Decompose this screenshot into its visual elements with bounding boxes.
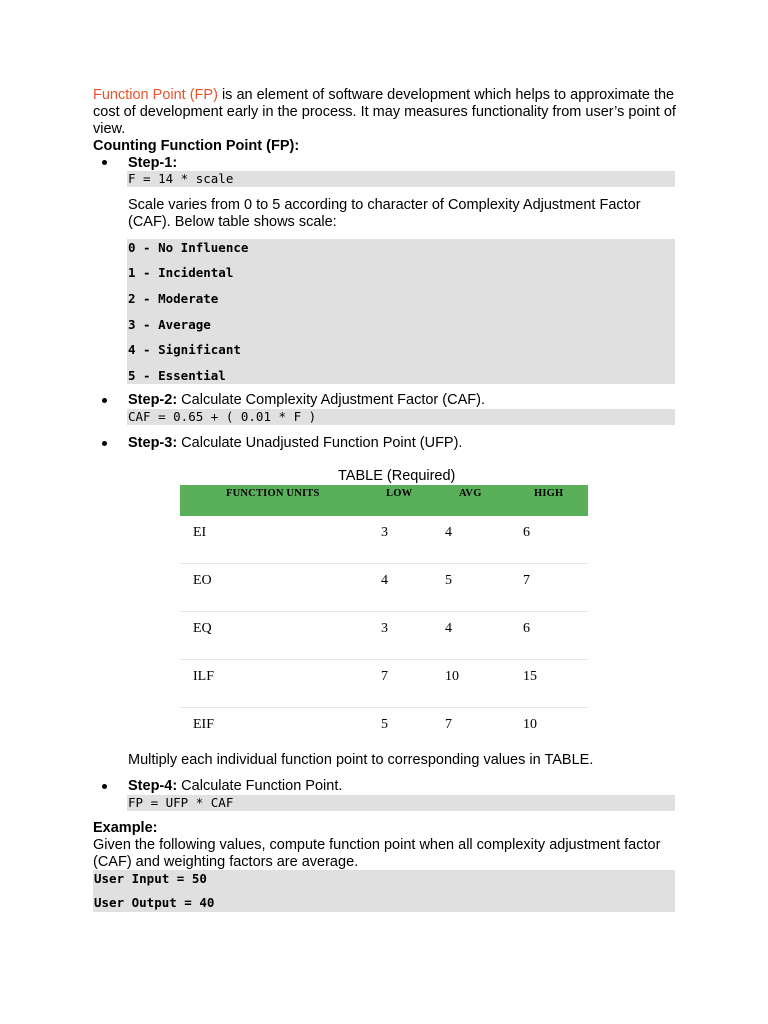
example-heading: Example: <box>93 820 158 836</box>
table-cell: 6 <box>523 621 530 636</box>
table-caption: TABLE (Required) <box>338 468 456 484</box>
table-cell: 10 <box>445 669 459 684</box>
section-heading: Counting Function Point (FP): <box>93 138 300 154</box>
intro-text: is an element of software development which helps to approximate the cost of development early in the process. It may measures functionality from user’s point of view. <box>93 87 676 137</box>
table-header-cell: FUNCTION UNITS <box>226 488 320 499</box>
table-row <box>180 612 588 660</box>
table-cell: 5 <box>381 717 388 732</box>
table-cell: 4 <box>445 525 452 540</box>
function-units-table <box>180 485 588 755</box>
step-4-text: Calculate Function Point. <box>177 778 343 794</box>
step-3-line <box>128 435 462 451</box>
table-row <box>180 708 588 755</box>
scale-line: 4 - Significant <box>128 342 241 357</box>
step-1-code-block <box>127 171 675 187</box>
table-cell: 4 <box>381 573 388 588</box>
table-cell: 3 <box>381 525 388 540</box>
table-cell: EQ <box>193 621 212 636</box>
table-header-cell: HIGH <box>534 488 564 499</box>
step-2-text: Calculate Complexity Adjustment Factor (CAF). <box>177 392 485 408</box>
step-3-label: Step-3: <box>128 435 178 451</box>
step-2-line <box>128 392 485 408</box>
table-cell: ILF <box>193 669 214 684</box>
example-code-block <box>93 870 675 912</box>
step-4-label: Step-4: <box>128 778 178 794</box>
step-1-label: Step-1: <box>128 155 178 171</box>
step-1-code: F = 14 * scale <box>128 171 234 186</box>
step-2-code-block <box>127 409 675 425</box>
bullet-icon <box>102 398 110 406</box>
table-cell: 15 <box>523 669 537 684</box>
table-row <box>180 564 588 612</box>
table-cell: 5 <box>445 573 452 588</box>
step-3-note: Multiply each individual function point to corresponding values in TABLE. <box>128 752 594 768</box>
example-value-line: User Output = 40 <box>94 895 215 910</box>
table-cell: 6 <box>523 525 530 540</box>
bullet-icon <box>102 784 110 792</box>
scale-line: 1 - Incidental <box>128 265 234 280</box>
table-cell: 7 <box>523 573 530 588</box>
example-value-line: User Input = 50 <box>94 871 207 886</box>
table-cell: EIF <box>193 717 214 732</box>
step-1-description: Scale varies from 0 to 5 according to character of Complexity Adjustment Factor (CAF). Below table shows scale: <box>128 197 641 230</box>
step-4-line <box>128 778 342 794</box>
scale-line: 2 - Moderate <box>128 291 219 306</box>
step-4-code-block <box>127 795 675 811</box>
table-cell: 7 <box>381 669 388 684</box>
table-header-cell: LOW <box>386 488 413 499</box>
scale-line: 3 - Average <box>128 317 211 332</box>
table-cell: EO <box>193 573 212 588</box>
step-3-text: Calculate Unadjusted Function Point (UFP). <box>177 435 463 451</box>
step-2-code: CAF = 0.65 + ( 0.01 * F ) <box>128 409 317 424</box>
step-4-code: FP = UFP * CAF <box>128 795 234 810</box>
table-cell: 7 <box>445 717 452 732</box>
table-header-row <box>180 485 588 516</box>
bullet-icon <box>102 160 110 168</box>
scale-code-block <box>127 239 675 384</box>
scale-line: 5 - Essential <box>128 368 226 383</box>
step-2-label: Step-2: <box>128 392 178 408</box>
table-row <box>180 660 588 708</box>
example-text: Given the following values, compute function point when all complexity adjustment factor (CAF) and weighting factors are average. <box>93 837 661 870</box>
table-cell: 3 <box>381 621 388 636</box>
intro-paragraph <box>93 87 683 138</box>
table-cell: 4 <box>445 621 452 636</box>
table-row <box>180 516 588 564</box>
function-point-link[interactable]: Function Point (FP) <box>93 87 218 103</box>
scale-line: 0 - No Influence <box>128 240 249 255</box>
table-cell: 10 <box>523 717 537 732</box>
table-header-cell: AVG <box>459 488 482 499</box>
bullet-icon <box>102 441 110 449</box>
table-cell: EI <box>193 525 207 540</box>
